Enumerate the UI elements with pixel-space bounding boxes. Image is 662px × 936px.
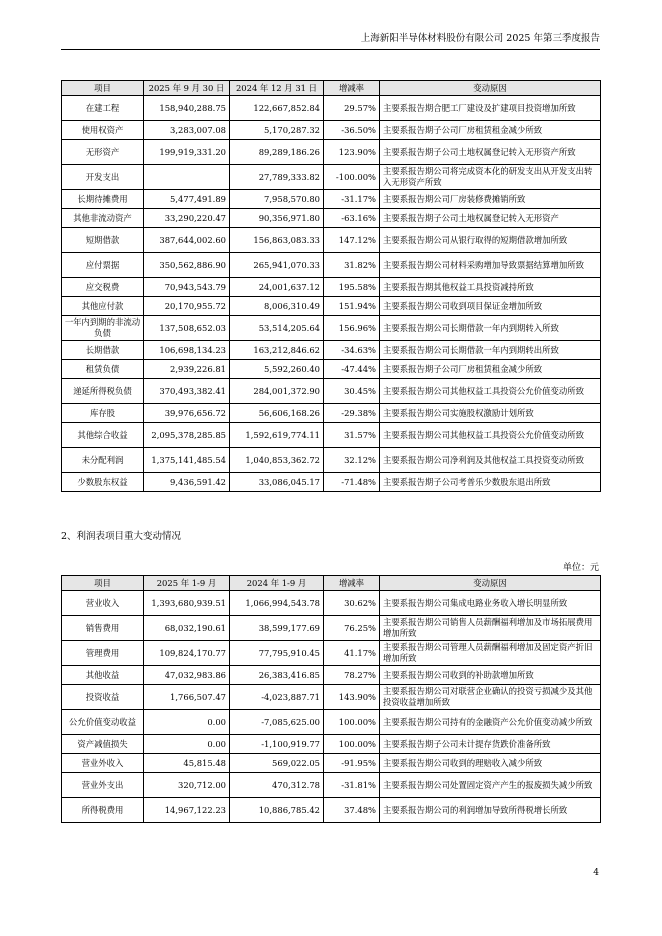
row-prior-value: 8,006,310.49 bbox=[230, 297, 324, 316]
table-row bbox=[62, 316, 601, 341]
row-current-value: 106,698,134.23 bbox=[144, 341, 230, 360]
row-current-value: 9,436,591.42 bbox=[144, 473, 230, 492]
row-prior-value: 53,514,205.64 bbox=[230, 316, 324, 341]
row-prior-value: 77,795,910.45 bbox=[230, 641, 324, 666]
row-current-value: 14,967,122.23 bbox=[144, 798, 230, 823]
row-change-rate: 41.17% bbox=[324, 641, 380, 666]
row-reason: 主要系报告期公司持有的金融资产公允价值变动减少所致 bbox=[380, 710, 601, 735]
row-change-rate: -36.50% bbox=[324, 121, 380, 140]
row-current-value: 137,508,652.03 bbox=[144, 316, 230, 341]
row-item: 投资收益 bbox=[62, 685, 144, 710]
column-header: 变动原因 bbox=[380, 81, 601, 96]
row-reason: 主要系报告期子公司未计提存货跌价准备所致 bbox=[380, 735, 601, 754]
row-change-rate: 143.90% bbox=[324, 685, 380, 710]
column-header: 项目 bbox=[62, 576, 144, 591]
row-current-value: 2,095,378,285.85 bbox=[144, 423, 230, 448]
table-row bbox=[62, 641, 601, 666]
row-current-value: 0.00 bbox=[144, 710, 230, 735]
row-reason: 主要系报告期公司其他权益工具投资公允价值变动所致 bbox=[380, 423, 601, 448]
row-reason: 主要系报告期子公司土地权属登记转入无形资产 bbox=[380, 209, 601, 228]
row-current-value: 5,477,491.89 bbox=[144, 190, 230, 209]
row-item: 营业收入 bbox=[62, 591, 144, 616]
table-row bbox=[62, 341, 601, 360]
row-current-value bbox=[144, 165, 230, 190]
row-prior-value: 38,599,177.69 bbox=[230, 616, 324, 641]
table-row bbox=[62, 228, 601, 253]
table-row bbox=[62, 165, 601, 190]
row-item: 库存股 bbox=[62, 404, 144, 423]
row-item: 应交税费 bbox=[62, 278, 144, 297]
table-row bbox=[62, 121, 601, 140]
row-prior-value: 5,592,260.40 bbox=[230, 360, 324, 379]
row-change-rate: 100.00% bbox=[324, 710, 380, 735]
row-item: 公允价值变动收益 bbox=[62, 710, 144, 735]
table-row bbox=[62, 591, 601, 616]
row-current-value: 33,290,220.47 bbox=[144, 209, 230, 228]
table-header-row bbox=[62, 576, 601, 591]
column-header: 2024 年 12 月 31 日 bbox=[230, 81, 324, 96]
row-reason: 主要系报告期公司长期借款一年内到期转出所致 bbox=[380, 341, 601, 360]
column-header: 2024 年 1-9 月 bbox=[230, 576, 324, 591]
table-row bbox=[62, 190, 601, 209]
row-change-rate: 147.12% bbox=[324, 228, 380, 253]
row-item: 在建工程 bbox=[62, 96, 144, 121]
row-change-rate: 32.12% bbox=[324, 448, 380, 473]
row-reason: 主要系报告期公司管理人员薪酬福利增加及固定资产折旧增加所致 bbox=[380, 641, 601, 666]
row-current-value: 370,493,382.41 bbox=[144, 379, 230, 404]
column-header: 变动原因 bbox=[380, 576, 601, 591]
row-current-value: 0.00 bbox=[144, 735, 230, 754]
row-reason: 主要系报告期公司将完成资本化的研发支出从开发支出转入无形资产所致 bbox=[380, 165, 601, 190]
row-change-rate: 31.57% bbox=[324, 423, 380, 448]
row-reason: 主要系报告期公司净利润及其他权益工具投资变动所致 bbox=[380, 448, 601, 473]
row-item: 其他非流动资产 bbox=[62, 209, 144, 228]
income-statement-changes-table bbox=[61, 575, 601, 823]
row-reason: 主要系报告期公司材料采购增加导致票据结算增加所致 bbox=[380, 253, 601, 278]
row-prior-value: 569,022.05 bbox=[230, 754, 324, 773]
row-reason: 主要系报告期子公司考普乐少数股东退出所致 bbox=[380, 473, 601, 492]
row-change-rate: -47.44% bbox=[324, 360, 380, 379]
row-reason: 主要系报告期公司其他权益工具投资公允价值变动所致 bbox=[380, 379, 601, 404]
row-current-value: 3,283,007.08 bbox=[144, 121, 230, 140]
row-current-value: 1,766,507.47 bbox=[144, 685, 230, 710]
table-header-row bbox=[62, 81, 601, 96]
row-current-value: 45,815.48 bbox=[144, 754, 230, 773]
row-current-value: 199,919,331.20 bbox=[144, 140, 230, 165]
row-change-rate: 37.48% bbox=[324, 798, 380, 823]
unit-label: 单位：元 bbox=[562, 563, 599, 573]
row-item: 递延所得税负债 bbox=[62, 379, 144, 404]
row-item: 租赁负债 bbox=[62, 360, 144, 379]
table-row bbox=[62, 616, 601, 641]
table-row bbox=[62, 710, 601, 735]
row-reason: 主要系报告期公司对联营企业确认的投资亏损减少及其他投资收益增加所致 bbox=[380, 685, 601, 710]
row-item: 少数股东权益 bbox=[62, 473, 144, 492]
table-row bbox=[62, 278, 601, 297]
table-row bbox=[62, 360, 601, 379]
row-item: 营业外收入 bbox=[62, 754, 144, 773]
row-current-value: 47,032,983.86 bbox=[144, 666, 230, 685]
row-item: 无形资产 bbox=[62, 140, 144, 165]
row-prior-value: 24,001,637.12 bbox=[230, 278, 324, 297]
page-number: 4 bbox=[593, 868, 599, 878]
row-prior-value: -4,023,887.71 bbox=[230, 685, 324, 710]
table-row bbox=[62, 735, 601, 754]
row-item: 其他综合收益 bbox=[62, 423, 144, 448]
row-change-rate: -91.95% bbox=[324, 754, 380, 773]
column-header: 增减率 bbox=[324, 576, 380, 591]
row-prior-value: 56,606,168.26 bbox=[230, 404, 324, 423]
row-reason: 主要系报告期公司长期借款一年内到期转入所致 bbox=[380, 316, 601, 341]
column-header: 2025 年 9 月 30 日 bbox=[144, 81, 230, 96]
row-item: 管理费用 bbox=[62, 641, 144, 666]
row-change-rate: 29.57% bbox=[324, 96, 380, 121]
row-prior-value: 163,212,846.62 bbox=[230, 341, 324, 360]
row-change-rate: 31.82% bbox=[324, 253, 380, 278]
row-current-value: 2,939,226.81 bbox=[144, 360, 230, 379]
row-item: 其他收益 bbox=[62, 666, 144, 685]
table-row bbox=[62, 96, 601, 121]
row-item: 长期待摊费用 bbox=[62, 190, 144, 209]
row-prior-value: 470,312.78 bbox=[230, 773, 324, 798]
row-item: 资产减值损失 bbox=[62, 735, 144, 754]
table-row bbox=[62, 379, 601, 404]
row-current-value: 70,943,543.79 bbox=[144, 278, 230, 297]
section-title-income-statement: 2、利润表项目重大变动情况 bbox=[61, 531, 182, 542]
row-prior-value: -1,100,919.77 bbox=[230, 735, 324, 754]
row-item: 开发支出 bbox=[62, 165, 144, 190]
row-reason: 主要系报告期子公司厂房租赁租金减少所致 bbox=[380, 360, 601, 379]
row-prior-value: 26,383,416.85 bbox=[230, 666, 324, 685]
row-current-value: 68,032,190.61 bbox=[144, 616, 230, 641]
table-row bbox=[62, 423, 601, 448]
column-header: 增减率 bbox=[324, 81, 380, 96]
row-reason: 主要系报告期子公司土地权属登记转入无形资产所致 bbox=[380, 140, 601, 165]
row-change-rate: 123.90% bbox=[324, 140, 380, 165]
column-header: 项目 bbox=[62, 81, 144, 96]
row-reason: 主要系报告期公司实施股权激励计划所致 bbox=[380, 404, 601, 423]
row-prior-value: 10,886,785.42 bbox=[230, 798, 324, 823]
row-prior-value: 27,789,333.82 bbox=[230, 165, 324, 190]
row-reason: 主要系报告期公司集成电路业务收入增长明显所致 bbox=[380, 591, 601, 616]
row-change-rate: 156.96% bbox=[324, 316, 380, 341]
row-reason: 主要系报告期公司处置固定资产产生的报废损失减少所致 bbox=[380, 773, 601, 798]
row-change-rate: 151.94% bbox=[324, 297, 380, 316]
row-reason: 主要系报告期公司收到的补助款增加所致 bbox=[380, 666, 601, 685]
row-item: 长期借款 bbox=[62, 341, 144, 360]
row-change-rate: -34.63% bbox=[324, 341, 380, 360]
row-change-rate: -31.17% bbox=[324, 190, 380, 209]
table-row bbox=[62, 473, 601, 492]
row-change-rate: 195.58% bbox=[324, 278, 380, 297]
row-reason: 主要系报告期公司的利润增加导致所得税增长所致 bbox=[380, 798, 601, 823]
row-item: 未分配利润 bbox=[62, 448, 144, 473]
row-change-rate: 76.25% bbox=[324, 616, 380, 641]
row-prior-value: 7,958,570.80 bbox=[230, 190, 324, 209]
row-item: 销售费用 bbox=[62, 616, 144, 641]
table-row bbox=[62, 297, 601, 316]
report-header-title: 上海新阳半导体材料股份有限公司 2025 年第三季度报告 bbox=[360, 33, 600, 44]
row-reason: 主要系报告期公司厂房装修费摊销所致 bbox=[380, 190, 601, 209]
table-row bbox=[62, 754, 601, 773]
row-prior-value: 33,086,045.17 bbox=[230, 473, 324, 492]
row-item: 应付票据 bbox=[62, 253, 144, 278]
row-change-rate: -29.38% bbox=[324, 404, 380, 423]
row-reason: 主要系报告期公司销售人员薪酬福利增加及市场拓展费用增加所致 bbox=[380, 616, 601, 641]
row-item: 使用权资产 bbox=[62, 121, 144, 140]
row-change-rate: -31.81% bbox=[324, 773, 380, 798]
table-row bbox=[62, 209, 601, 228]
table-row bbox=[62, 685, 601, 710]
row-current-value: 109,824,170.77 bbox=[144, 641, 230, 666]
row-change-rate: -71.48% bbox=[324, 473, 380, 492]
row-prior-value: -7,085,625.00 bbox=[230, 710, 324, 735]
row-prior-value: 1,066,994,543.78 bbox=[230, 591, 324, 616]
row-item: 所得税费用 bbox=[62, 798, 144, 823]
table-row bbox=[62, 773, 601, 798]
row-prior-value: 1,592,619,774.11 bbox=[230, 423, 324, 448]
row-change-rate: 100.00% bbox=[324, 735, 380, 754]
balance-sheet-changes-table bbox=[61, 80, 601, 492]
row-prior-value: 5,170,287.32 bbox=[230, 121, 324, 140]
header-divider bbox=[61, 49, 600, 50]
row-item: 一年内到期的非流动负债 bbox=[62, 316, 144, 341]
row-prior-value: 156,863,083.33 bbox=[230, 228, 324, 253]
row-prior-value: 122,667,852.84 bbox=[230, 96, 324, 121]
row-reason: 主要系报告期公司收到的理赔收入减少所致 bbox=[380, 754, 601, 773]
row-reason: 主要系报告期子公司厂房租赁租金减少所致 bbox=[380, 121, 601, 140]
column-header: 2025 年 1-9 月 bbox=[144, 576, 230, 591]
row-reason: 主要系报告期其他权益工具投资减持所致 bbox=[380, 278, 601, 297]
row-prior-value: 265,941,070.33 bbox=[230, 253, 324, 278]
table-row bbox=[62, 404, 601, 423]
row-prior-value: 1,040,853,362.72 bbox=[230, 448, 324, 473]
table-row bbox=[62, 448, 601, 473]
row-current-value: 1,393,680,939.51 bbox=[144, 591, 230, 616]
row-reason: 主要系报告期公司收到项目保证金增加所致 bbox=[380, 297, 601, 316]
row-item: 营业外支出 bbox=[62, 773, 144, 798]
row-change-rate: -100.00% bbox=[324, 165, 380, 190]
row-change-rate: -63.16% bbox=[324, 209, 380, 228]
row-change-rate: 78.27% bbox=[324, 666, 380, 685]
table-row bbox=[62, 798, 601, 823]
row-item: 短期借款 bbox=[62, 228, 144, 253]
row-current-value: 158,940,288.75 bbox=[144, 96, 230, 121]
row-current-value: 20,170,955.72 bbox=[144, 297, 230, 316]
row-change-rate: 30.45% bbox=[324, 379, 380, 404]
row-current-value: 350,562,886.90 bbox=[144, 253, 230, 278]
row-current-value: 39,976,656.72 bbox=[144, 404, 230, 423]
row-reason: 主要系报告期公司从银行取得的短期借款增加所致 bbox=[380, 228, 601, 253]
table-row bbox=[62, 140, 601, 165]
row-current-value: 320,712.00 bbox=[144, 773, 230, 798]
row-prior-value: 90,356,971.80 bbox=[230, 209, 324, 228]
table-row bbox=[62, 253, 601, 278]
row-current-value: 1,375,141,485.54 bbox=[144, 448, 230, 473]
row-change-rate: 30.62% bbox=[324, 591, 380, 616]
row-prior-value: 89,289,186.26 bbox=[230, 140, 324, 165]
table-row bbox=[62, 666, 601, 685]
row-current-value: 387,644,002.60 bbox=[144, 228, 230, 253]
row-item: 其他应付款 bbox=[62, 297, 144, 316]
row-reason: 主要系报告期合肥工厂建设及扩建项目投资增加所致 bbox=[380, 96, 601, 121]
row-prior-value: 284,001,372.90 bbox=[230, 379, 324, 404]
